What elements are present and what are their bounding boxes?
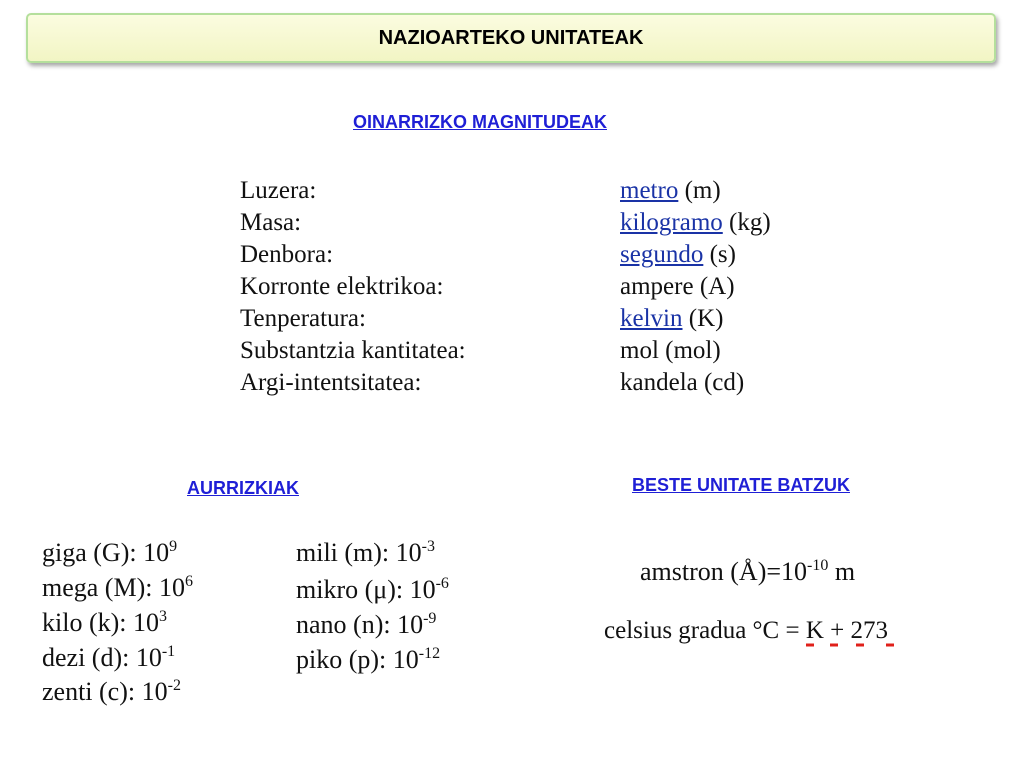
unit-cell <box>620 241 736 269</box>
unit-symbol: (mol) <box>665 337 721 364</box>
unit-symbol: (A) <box>699 273 735 300</box>
prefix-exponent: -9 <box>423 610 437 627</box>
prefix-exponent: -6 <box>435 575 449 592</box>
quantity-label: Substantzia kantitatea: <box>240 337 466 364</box>
unit-symbol: (s) <box>709 241 736 268</box>
other-units-heading[interactable]: BESTE UNITATE BATZUK <box>632 475 850 495</box>
prefix-text: mega (M): 10 <box>42 573 185 602</box>
amstron-tail: m <box>834 557 856 586</box>
prefix-text: nano (n): 10 <box>296 610 424 639</box>
unit-symbol: (kg) <box>729 209 771 236</box>
prefix-item <box>296 645 440 675</box>
amstron-lead: amstron (Å)=10 <box>640 557 808 586</box>
prefix-exponent: 9 <box>169 538 178 555</box>
unit-name: ampere <box>620 273 694 300</box>
base-quantities-heading[interactable]: OINARRIZKO MAGNITUDEAK <box>353 112 607 132</box>
unit-name: mol <box>620 337 659 364</box>
prefix-item <box>42 573 193 603</box>
prefix-exponent: -1 <box>161 643 176 660</box>
celsius-plus: + <box>830 617 845 644</box>
prefix-item <box>42 608 167 638</box>
celsius-lead: celsius gradua °C <box>604 617 786 644</box>
red-dash-underline <box>806 641 896 653</box>
unit-cell <box>620 177 721 205</box>
prefix-item <box>296 610 436 640</box>
celsius-equals: = <box>785 617 800 644</box>
unit-name-link[interactable]: metro <box>620 177 679 204</box>
unit-cell <box>620 273 735 301</box>
unit-name: kandela <box>620 369 698 396</box>
celsius-value: 273 <box>850 617 889 644</box>
unit-symbol: (K) <box>688 305 724 332</box>
prefix-text: piko (p): 10 <box>296 645 419 674</box>
prefix-text: mikro (μ): 10 <box>296 575 436 604</box>
quantity-label: Luzera: <box>240 177 317 204</box>
unit-cell <box>620 337 721 365</box>
prefix-item <box>296 575 449 605</box>
prefix-exponent: -3 <box>421 538 435 555</box>
unit-symbol: (m) <box>684 177 721 204</box>
prefixes-heading[interactable]: AURRIZKIAK <box>187 478 299 498</box>
prefix-text: kilo (k): 10 <box>42 608 159 637</box>
prefix-text: mili (m): 10 <box>296 538 422 567</box>
unit-symbol: (cd) <box>703 369 745 396</box>
amstron-exponent: -10 <box>807 557 829 574</box>
title-banner <box>26 13 996 63</box>
prefix-exponent: -2 <box>167 677 181 694</box>
celsius-kelvin: K <box>805 617 824 644</box>
unit-cell <box>620 305 723 333</box>
unit-cell <box>620 369 744 397</box>
prefix-item <box>42 677 181 707</box>
quantity-label: Argi-intentsitatea: <box>240 369 422 396</box>
prefix-item <box>42 643 175 673</box>
unit-cell <box>620 209 771 237</box>
prefix-exponent: 6 <box>184 573 193 590</box>
quantity-label: Tenperatura: <box>240 305 366 332</box>
prefix-exponent: -12 <box>418 645 441 662</box>
amstron-formula <box>640 557 855 587</box>
prefix-item <box>42 538 177 568</box>
quantity-label: Denbora: <box>240 241 334 268</box>
prefix-text: giga (G): 10 <box>42 538 170 567</box>
quantity-label: Masa: <box>240 209 302 236</box>
quantity-label: Korronte elektrikoa: <box>240 273 444 300</box>
prefix-item <box>296 538 435 568</box>
prefix-exponent: 3 <box>159 608 167 625</box>
unit-name-link[interactable]: kilogramo <box>620 209 723 236</box>
prefix-text: zenti (c): 10 <box>42 677 168 706</box>
unit-name-link[interactable]: segundo <box>620 241 704 268</box>
prefix-text: dezi (d): 10 <box>42 643 162 672</box>
page-title: NAZIOARTEKO UNITATEAK <box>378 27 644 49</box>
unit-name-link[interactable]: kelvin <box>620 305 683 332</box>
